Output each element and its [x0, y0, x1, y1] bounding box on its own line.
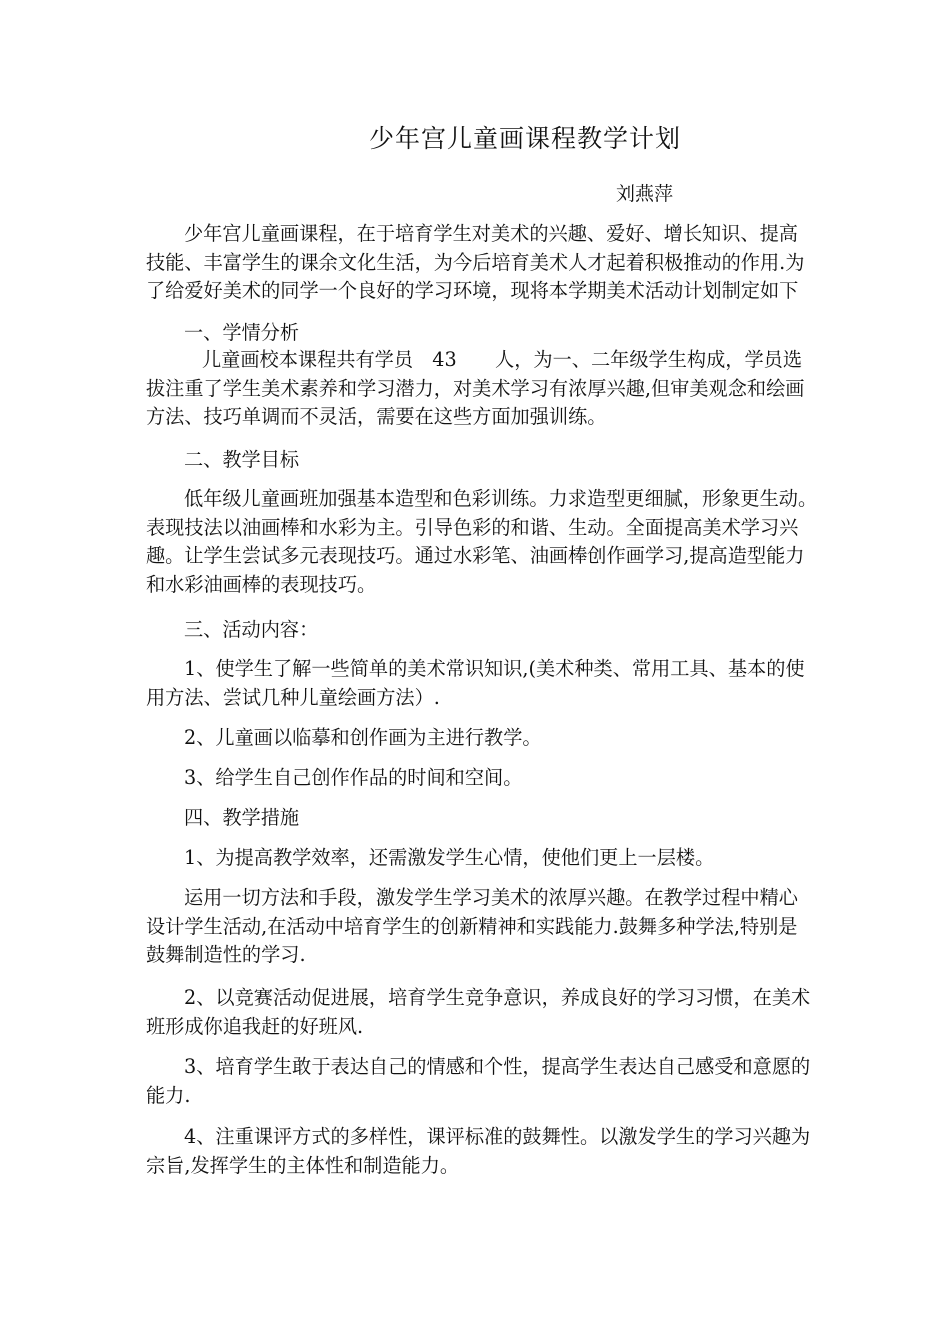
section-4-item-2-line: 2、以竞赛活动促进展，培育学生竞争意识，养成良好的学习习惯，在美术 [184, 986, 811, 1009]
intro-line: 少年宫儿童画课程，在于培育学生对美术的兴趣、爱好、增长知识、提高 [184, 222, 798, 245]
section-2-line: 低年级儿童画班加强基本造型和色彩训练。力求造型更细腻，形象更生动。 [184, 487, 818, 510]
intro-paragraph [146, 220, 810, 306]
section-4-item-2 [146, 984, 810, 1041]
section-4-item-1-detail [146, 884, 810, 970]
document-title: 少年宫儿童画课程教学计划 [368, 124, 681, 153]
section-3-item-3: 3、给学生自己创作作品的时间和空间。 [184, 766, 523, 789]
section-4-item-3 [146, 1053, 810, 1110]
intro-line: 了给爱好美术的同学一个良好的学习环境，现将本学期美术活动计划制定如下 [146, 279, 799, 303]
section-4-item-1: 1、为提高教学效率，还需激发学生心情，使他们更上一层楼。 [184, 846, 715, 869]
section-4-detail-line: 设计学生活动,在活动中培育学生的创新精神和实践能力.鼓舞多种学法,特别是 [146, 914, 798, 938]
intro-line: 技能、丰富学生的课余文化生活，为今后培育美术人才起着积极推动的作用.为 [146, 250, 805, 274]
section-4-item-4-line: 4、注重课评方式的多样性，课评标准的鼓舞性。以激发学生的学习兴趣为 [184, 1125, 811, 1148]
section-1-paragraph [146, 346, 810, 432]
section-4-item-4 [146, 1123, 810, 1180]
section-4-detail-line: 运用一切方法和手段，激发学生学习美术的浓厚兴趣。在教学过程中精心 [184, 886, 798, 909]
section-4-item-2-line: 班形成你追我赶的好班风. [146, 1014, 364, 1038]
section-4-item-4-line: 宗旨,发挥学生的主体性和制造能力。 [146, 1153, 460, 1177]
section-1-line: 拔注重了学生美术素养和学习潜力，对美术学习有浓厚兴趣,但审美观念和绘画 [146, 376, 805, 400]
section-4-detail-line: 鼓舞制造性的学习. [146, 943, 306, 967]
section-3-item-1-line: 1、使学生了解一些简单的美术常识知识,(美术种类、常用工具、基本的使 [184, 657, 805, 680]
section-4-item-3-line: 能力. [146, 1083, 191, 1107]
section-4-heading: 四、教学措施 [184, 806, 300, 829]
section-2-paragraph [146, 485, 818, 599]
section-3-item-2: 2、儿童画以临摹和创作画为主进行教学。 [184, 726, 542, 749]
section-1-line: 儿童画校本课程共有学员 43 人，为一、二年级学生构成，学员选 [202, 348, 803, 371]
author-name: 刘燕萍 [616, 183, 674, 205]
section-2-line: 趣。让学生尝试多元表现技巧。通过水彩笔、油画棒创作画学习,提高造型能力 [146, 544, 805, 568]
section-4-item-3-line: 3、培育学生敢于表达自己的情感和个性，提高学生表达自己感受和意愿的 [184, 1055, 811, 1078]
section-2-line: 表现技法以油画棒和水彩为主。引导色彩的和谐、生动。全面提高美术学习兴 [146, 515, 799, 539]
section-2-heading: 二、教学目标 [184, 448, 300, 471]
section-1-heading: 一、学情分析 [184, 321, 300, 344]
section-3-item-1-line: 用方法、尝试几种儿童绘画方法）. [146, 685, 440, 709]
section-2-line: 和水彩油画棒的表现技巧。 [146, 572, 377, 596]
section-3-item-1 [146, 655, 810, 712]
section-3-heading: 三、活动内容： [184, 618, 319, 641]
section-1-line: 方法、技巧单调而不灵活，需要在这些方面加强训练。 [146, 405, 607, 429]
